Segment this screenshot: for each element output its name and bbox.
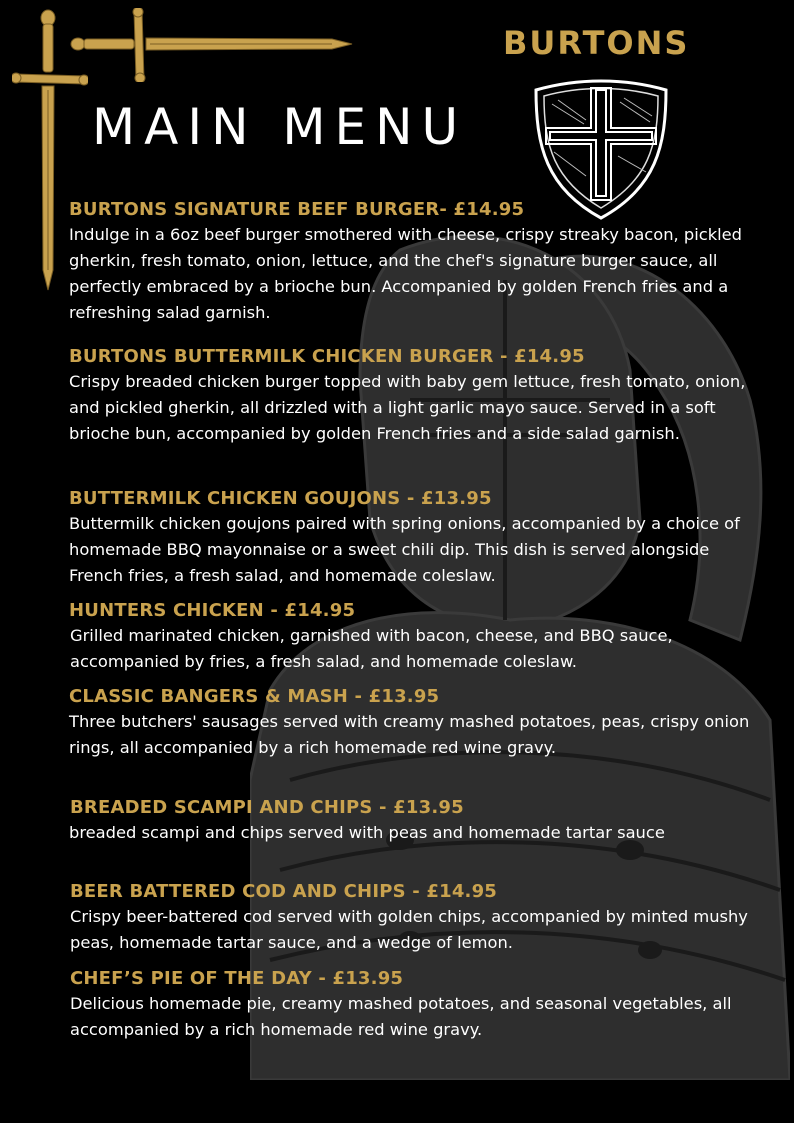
menu-item-description: Grilled marinated chicken, garnished with bacon, cheese, and BBQ sauce, accompanied by fries, a fresh salad, and homemade coleslaw. [70,626,673,671]
menu-item-title: BREADED SCAMPI AND CHIPS - £13.95 [70,797,464,818]
menu-item [69,599,759,675]
menu-item-title: BURTONS BUTTERMILK CHICKEN BURGER - £14.95 [69,346,585,367]
page-title: MAIN MENU [92,98,468,156]
menu-item [69,487,759,589]
menu-item-title: CLASSIC BANGERS & MASH - £13.95 [69,686,440,707]
menu-item [69,198,759,326]
brand-name: BURTONS [503,24,690,62]
menu-item [69,967,759,1043]
menu-item-title: BUTTERMILK CHICKEN GOUJONS - £13.95 [69,488,492,509]
menu-item [69,685,759,761]
menu-item-title: BEER BATTERED COD AND CHIPS - £14.95 [70,881,498,902]
menu-item [69,345,759,447]
menu-item-description: Crispy beer-battered cod served with golden chips, accompanied by minted mushy peas, homemade tartar sauce, and a wedge of lemon. [70,907,748,952]
menu-item-title: HUNTERS CHICKEN - £14.95 [69,600,356,621]
menu-item-description: Delicious homemade pie, creamy mashed potatoes, and seasonal vegetables, all accompanied by a rich homemade red wine gravy. [70,994,732,1039]
menu-item-description: Indulge in a 6oz beef burger smothered with cheese, crispy streaky bacon, pickled gherkin, fresh tomato, onion, lettuce, and the chef's signature burger sauce, all perfectly embraced by a brioche bun. Accompanied by golden French fries and a refreshing salad garnish. [69,225,743,322]
menu-item-description: Buttermilk chicken goujons paired with spring onions, accompanied by a choice of homemade BBQ mayonnaise or a sweet chili dip. This dish is served alongside French fries, a fresh salad, and homemade coleslaw. [69,514,740,585]
menu-item [69,796,759,846]
menu-item-description: Three butchers' sausages served with creamy mashed potatoes, peas, crispy onion rings, all accompanied by a rich homemade red wine gravy. [69,712,750,757]
menu-item-description: Crispy breaded chicken burger topped with baby gem lettuce, fresh tomato, onion, and pickled gherkin, all drizzled with a light garlic mayo sauce. Served in a soft brioche bun, accompanied by golden French fries and a side salad garnish. [69,372,746,443]
menu-item [69,880,759,956]
menu-item-title: CHEF’S PIE OF THE DAY - £13.95 [70,968,404,989]
sword-icon [70,8,354,82]
menu-item-description: breaded scampi and chips served with peas and homemade tartar sauce [69,823,665,842]
menu-item-title: BURTONS SIGNATURE BEEF BURGER- £14.95 [69,199,525,220]
